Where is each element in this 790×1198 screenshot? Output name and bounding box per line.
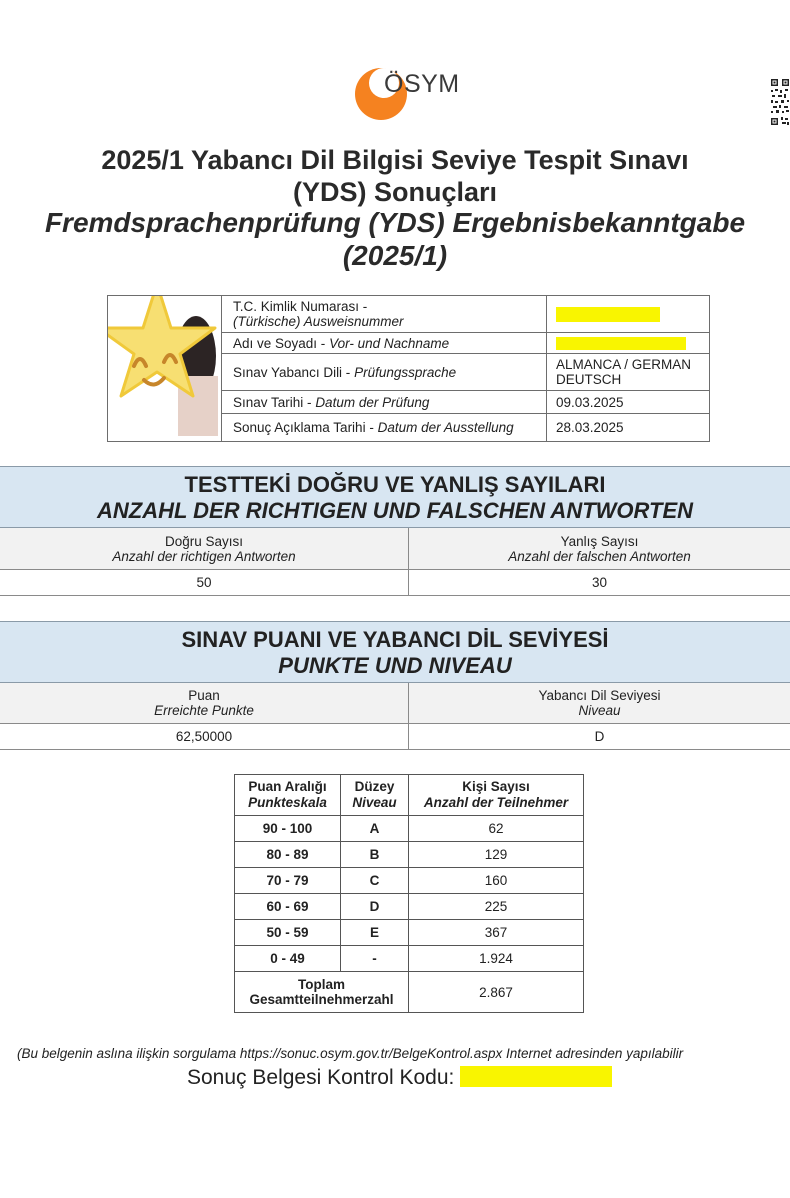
count-cell: 129 xyxy=(409,842,584,868)
score-section-header xyxy=(0,621,790,683)
level-header-de: Niveau xyxy=(352,795,397,810)
control-code-label: Sonuç Belgesi Kontrol Kodu: xyxy=(187,1066,455,1089)
count-cell: 160 xyxy=(409,868,584,894)
candidate-info-table xyxy=(107,295,710,442)
count-header-de: Anzahl der Teilnehmer xyxy=(423,795,569,810)
info-row-language xyxy=(221,354,709,391)
info-label-name-text xyxy=(233,336,546,351)
info-label-de: (Türkische) Ausweisnummer xyxy=(233,314,404,329)
info-value-language xyxy=(547,354,709,390)
page-title-de-2: (2025/1) xyxy=(342,240,448,271)
total-value: 2.867 xyxy=(409,972,584,1013)
table-row xyxy=(235,894,584,920)
exam-date-value: 09.03.2025 xyxy=(556,394,624,410)
range-cell: 50 - 59 xyxy=(235,920,341,946)
level-value: D xyxy=(594,729,605,744)
counts-section-title-de: ANZAHL DER RICHTIGEN UND FALSCHEN ANTWORTEN xyxy=(96,498,694,523)
info-row-result-date xyxy=(221,414,709,441)
total-row xyxy=(235,972,584,1013)
info-label-tr: Sınav Yabancı Dili - xyxy=(233,364,351,380)
level-header xyxy=(409,683,790,723)
level-cell: A xyxy=(341,816,409,842)
info-label-tr: Sonuç Açıklama Tarihi - xyxy=(233,420,374,435)
wrong-label: Yanlış Sayısı xyxy=(560,533,639,549)
info-label-language xyxy=(221,354,547,390)
counts-section-title: TESTTEKİ DOĞRU VE YANLIŞ SAYILARI xyxy=(184,472,606,497)
score-header-row xyxy=(0,683,790,724)
score-section-title: SINAV PUANI VE YABANCI DİL SEVİYESİ xyxy=(181,627,609,652)
range-cell: 60 - 69 xyxy=(235,894,341,920)
range-header xyxy=(235,775,341,816)
info-label-language-text xyxy=(233,365,546,380)
wrong-value: 30 xyxy=(591,575,608,590)
info-row-id xyxy=(221,296,709,333)
correct-value: 50 xyxy=(0,570,409,595)
table-row xyxy=(235,920,584,946)
candidate-photo xyxy=(108,296,222,441)
count-cell: 225 xyxy=(409,894,584,920)
range-header-text: Puan Aralığı xyxy=(248,779,327,794)
info-label-tr: T.C. Kimlik Numarası - xyxy=(233,299,368,314)
page-title-tr: 2025/1 Yabancı Dil Bilgisi Seviye Tespit Sınavı xyxy=(101,145,689,175)
redacted-name-highlight xyxy=(556,337,686,350)
level-label-de: Niveau xyxy=(578,703,621,718)
count-cell: 62 xyxy=(409,816,584,842)
qr-code-icon xyxy=(770,78,790,126)
total-label-de: Gesamtteilnehmerzahl xyxy=(249,992,394,1007)
correct-label: Doğru Sayısı xyxy=(164,533,244,549)
range-cell: 0 - 49 xyxy=(235,946,341,972)
info-value-name xyxy=(547,333,709,353)
level-cell: C xyxy=(341,868,409,894)
verification-note: (Bu belgenin aslına ilişkin sorgulama https://sonuc.osym.gov.tr/BelgeKontrol.aspx Internet adresinden yapılabilir xyxy=(17,1046,684,1061)
info-label-result-date-text xyxy=(233,420,546,435)
level-header-cell xyxy=(341,775,409,816)
counts-value-row xyxy=(0,570,790,596)
language-value-2: DEUTSCH xyxy=(556,372,622,387)
level-cell: D xyxy=(341,894,409,920)
info-label-name xyxy=(221,333,547,353)
page-title-de: Fremdsprachenprüfung (YDS) Ergebnisbekanntgabe xyxy=(44,207,746,238)
total-label: Toplam xyxy=(298,977,345,992)
score-distribution-table xyxy=(234,774,584,1013)
range-cell: 80 - 89 xyxy=(235,842,341,868)
page-title-tr-2: (YDS) Sonuçları xyxy=(292,177,498,207)
info-label-de: Vor- und Nachname xyxy=(329,335,450,351)
count-cell: 367 xyxy=(409,920,584,946)
info-label-de: Datum der Ausstellung xyxy=(377,420,514,435)
distribution-header-row xyxy=(235,775,584,816)
count-header xyxy=(409,775,584,816)
level-cell: B xyxy=(341,842,409,868)
info-value-id xyxy=(547,296,709,332)
level-header-text: Düzey xyxy=(354,779,395,794)
total-label-cell xyxy=(235,972,409,1013)
info-label-tr: Adı ve Soyadı - xyxy=(233,335,326,351)
level-label: Yabancı Dil Seviyesi xyxy=(538,688,661,703)
info-row-exam-date xyxy=(221,391,709,414)
score-section-title-de: PUNKTE UND NIVEAU xyxy=(278,653,512,678)
language-value: ALMANCA / GERMAN xyxy=(556,357,692,372)
table-row xyxy=(235,816,584,842)
count-cell: 1.924 xyxy=(409,946,584,972)
info-row-name xyxy=(221,333,709,354)
count-header-text: Kişi Sayısı xyxy=(462,779,530,794)
result-date-value: 28.03.2025 xyxy=(556,420,624,435)
table-row xyxy=(235,868,584,894)
photo-sticker-icon xyxy=(108,296,221,441)
range-cell: 70 - 79 xyxy=(235,868,341,894)
logo-text: ÖSYM xyxy=(384,70,460,98)
info-label-exam-date xyxy=(221,391,547,413)
info-label-exam-date-text xyxy=(233,395,546,410)
info-label-id xyxy=(221,296,547,332)
table-row xyxy=(235,946,584,972)
osym-logo xyxy=(355,68,465,120)
wrong-header xyxy=(409,528,790,569)
control-code xyxy=(187,1066,612,1090)
info-label-de: Datum der Prüfung xyxy=(315,394,430,410)
score-label-de: Erreichte Punkte xyxy=(154,703,254,718)
score-value: 62,50000 xyxy=(0,724,409,749)
redacted-id-highlight xyxy=(556,307,660,322)
correct-label-de: Anzahl der richtigen Antworten xyxy=(112,548,296,564)
range-cell: 90 - 100 xyxy=(235,816,341,842)
wrong-label-de: Anzahl der falschen Antworten xyxy=(508,548,691,564)
level-cell: - xyxy=(341,946,409,972)
counts-header-row xyxy=(0,528,790,570)
level-cell: E xyxy=(341,920,409,946)
score-header xyxy=(0,683,409,723)
info-label-tr: Sınav Tarihi - xyxy=(233,394,312,410)
redacted-code-highlight xyxy=(460,1066,612,1087)
info-label-result-date xyxy=(221,414,547,441)
info-label-de: Prüfungssprache xyxy=(354,364,457,380)
range-header-de: Punkteskala xyxy=(248,795,327,810)
table-row xyxy=(235,842,584,868)
score-label: Puan xyxy=(188,688,220,703)
correct-header xyxy=(0,528,409,569)
score-value-row xyxy=(0,724,790,750)
counts-section-header xyxy=(0,466,790,528)
